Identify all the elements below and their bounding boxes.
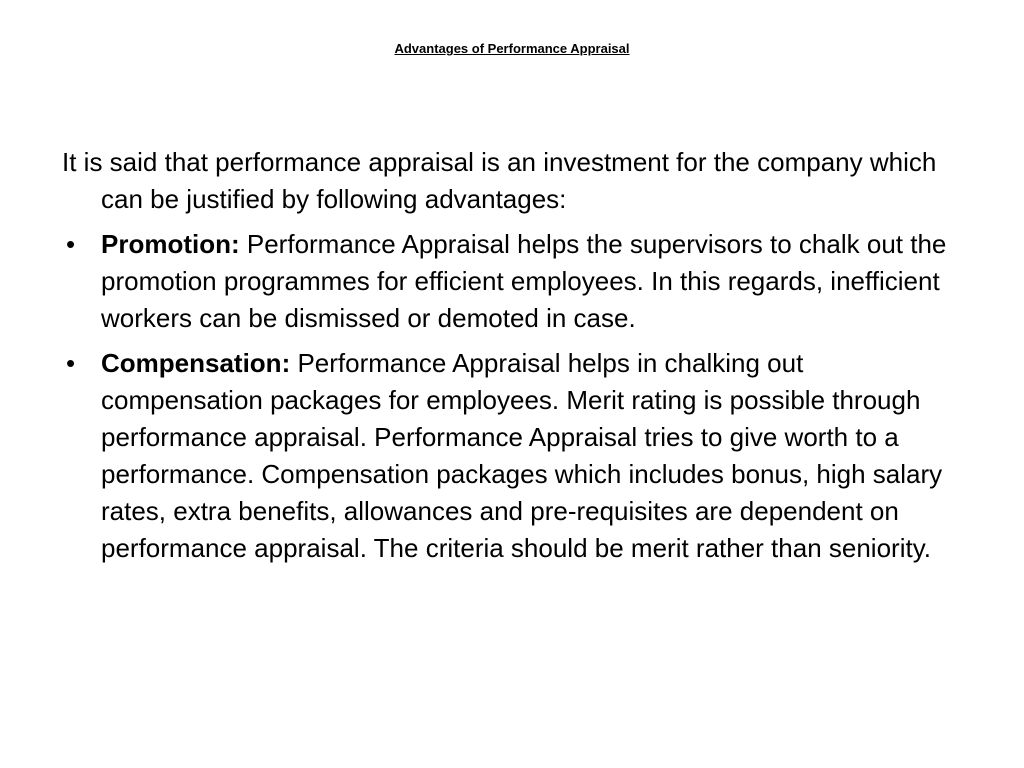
bullet-compensation	[62, 345, 962, 567]
bullet-dot-icon: •	[66, 348, 76, 378]
intro-paragraph: It is said that performance appraisal is an investment for the company which can be justified by following advantages:	[62, 147, 937, 214]
bullet-dot-icon: •	[66, 229, 76, 259]
bullet-term: Compensation:	[101, 348, 291, 378]
bullet-text: Performance Appraisal helps the supervisors to chalk out the promotion programmes for efficient employees. In this regards, inefficient workers can be dismissed or demoted in case.	[101, 229, 947, 333]
bullet-promotion	[62, 226, 962, 337]
slide-body	[62, 144, 962, 567]
bullet-term: Promotion:	[101, 229, 240, 259]
slide-title: Advantages of Performance Appraisal	[394, 41, 630, 56]
bullet-text: Performance Appraisal helps in chalking out compensation packages for employees. Merit rating is possible through performance appraisal. Performance Appraisal tries to give worth to a performance. Compensation packages which includes bonus, high salary rates, extra benefits, allowances and pre-requisites are dependent on performance appraisal. The criteria should be merit rather than seniority.	[101, 348, 943, 563]
